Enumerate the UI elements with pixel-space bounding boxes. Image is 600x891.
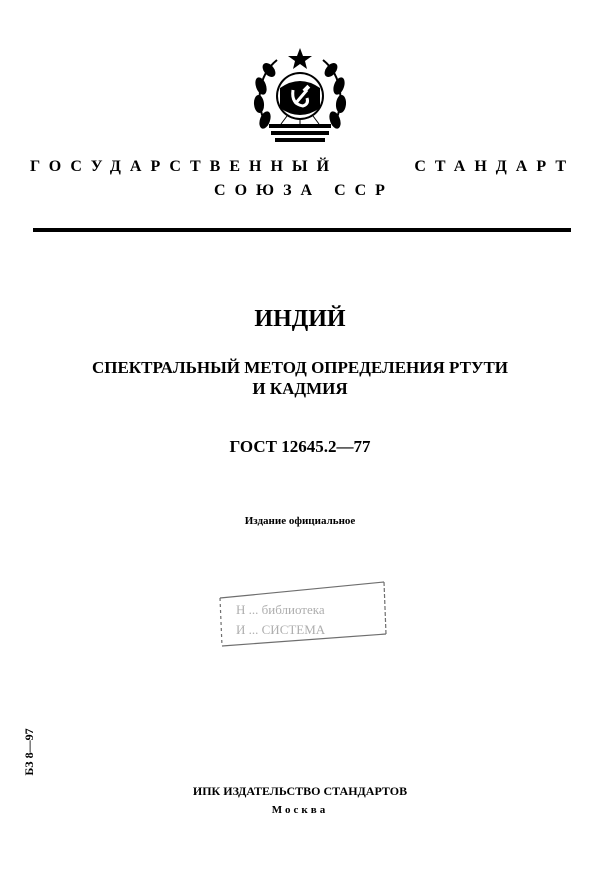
ussr-state-emblem-icon <box>247 46 353 152</box>
standard-number: ГОСТ 12645.2—77 <box>229 437 371 456</box>
side-mark: БЗ 8—97 <box>22 728 36 776</box>
stamp-line-1: Н ... библиотека <box>236 602 325 617</box>
stamp-line-2: И ... СИСТЕМА <box>236 622 326 637</box>
header-ussr: СОЮЗА ССР <box>214 182 394 199</box>
document-title: ИНДИЙ <box>254 306 346 332</box>
library-stamp <box>214 576 392 650</box>
edition-note: Издание официальное <box>244 515 356 527</box>
subtitle-line-2: И КАДМИЯ <box>252 379 348 398</box>
document-subtitle <box>0 357 600 399</box>
header-state-standard: ГОСУДАРСТВЕННЫЙ СТАНДАРТ <box>30 158 575 175</box>
publisher-city: Москва <box>271 804 329 816</box>
publisher: ИПК ИЗДАТЕЛЬСТВО СТАНДАРТОВ <box>192 784 408 798</box>
subtitle-line-1: СПЕКТРАЛЬНЫЙ МЕТОД ОПРЕДЕЛЕНИЯ РТУТИ <box>91 358 509 377</box>
divider-rule <box>33 228 571 232</box>
